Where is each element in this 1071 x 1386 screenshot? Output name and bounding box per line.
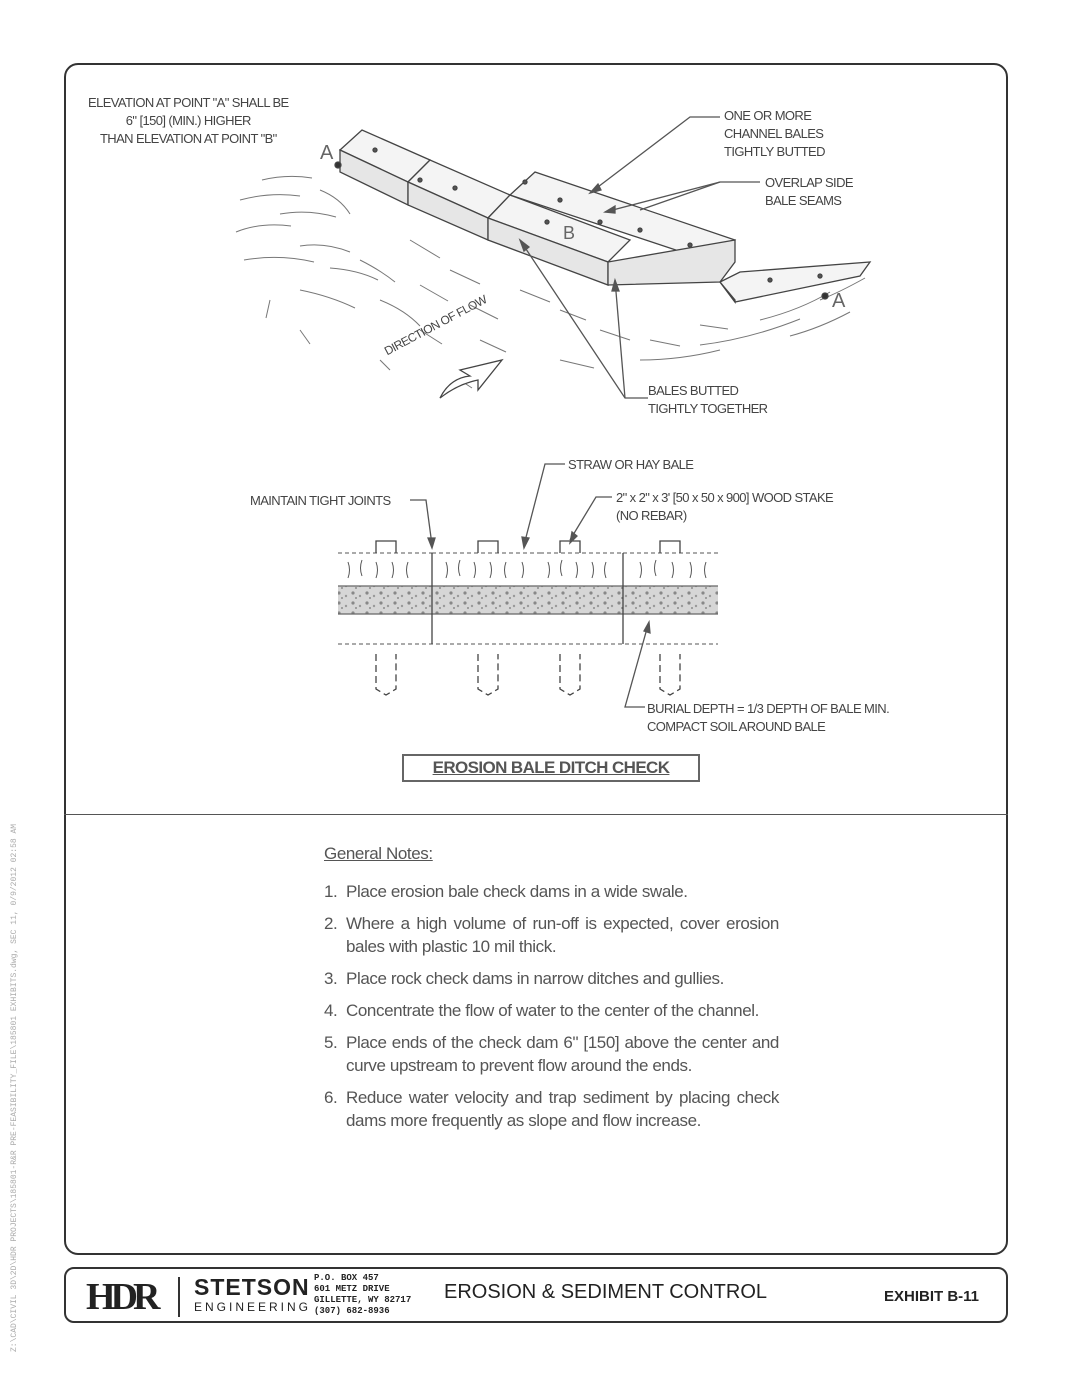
drawing-title: EROSION BALE DITCH CHECK	[432, 758, 670, 777]
callout-channel-bales	[724, 107, 825, 161]
callout-stake-line-1: 2" x 2" x 3' [50 x 50 x 900] WOOD STAKE	[616, 490, 834, 505]
note-text: Place erosion bale check dams in a wide swale.	[346, 882, 688, 901]
callout-overlap-line-2: BALE SEAMS	[765, 193, 842, 208]
company-address	[314, 1273, 411, 1317]
note-text: Where a high volume of run-off is expected, cover erosion bales with plastic 10 mil thick.	[346, 914, 779, 956]
callout-channel-bales-line-2: CHANNEL BALES	[724, 126, 824, 141]
point-a-left-label: A	[320, 142, 333, 164]
exhibit-number: EXHIBIT B-11	[884, 1288, 980, 1305]
address-line: 601 METZ DRIVE	[314, 1284, 390, 1294]
stetson-logo: STETSON	[194, 1274, 310, 1300]
logo-separator	[178, 1277, 180, 1317]
note-item	[324, 880, 779, 903]
note-item	[324, 1031, 779, 1077]
callout-channel-bales-line-1: ONE OR MORE	[724, 108, 812, 123]
note-number: 5.	[324, 1033, 338, 1052]
sheet-title: EROSION & SEDIMENT CONTROL	[444, 1281, 768, 1303]
callout-elevation-line-2: 6" [150] (MIN.) HIGHER	[125, 113, 251, 128]
callout-stake-line-2: (NO REBAR)	[616, 508, 687, 523]
engineering-wordmark: ENGINEERING	[194, 1300, 312, 1314]
title-block	[64, 1267, 1008, 1323]
general-notes	[324, 844, 779, 1141]
address-line: (307) 682-8936	[314, 1306, 390, 1316]
callout-butted-line-2: TIGHTLY TOGETHER	[648, 401, 768, 416]
hdr-logo: HDR	[86, 1276, 156, 1318]
callout-tight-joints: MAINTAIN TIGHT JOINTS	[250, 493, 391, 508]
callout-overlap-line-1: OVERLAP SIDE	[765, 175, 853, 190]
callout-burial-line-2: COMPACT SOIL AROUND BALE	[647, 719, 826, 734]
point-a-right-label: A	[832, 290, 845, 312]
drawing-title-box	[402, 754, 700, 782]
note-text: Reduce water velocity and trap sediment by placing check dams more frequently as slope and flow increase.	[346, 1088, 779, 1130]
note-text: Concentrate the flow of water to the center of the channel.	[346, 1001, 759, 1020]
note-item	[324, 999, 779, 1022]
direction-of-flow-label: DIRECTION OF FLOW	[381, 292, 489, 359]
callout-elevation-line-3: THAN ELEVATION AT POINT "B"	[99, 131, 277, 146]
note-number: 1.	[324, 882, 338, 901]
note-text: Place ends of the check dam 6" [150] above the center and curve upstream to prevent flow around the ends.	[346, 1033, 779, 1075]
callout-burial-line-1: BURIAL DEPTH = 1/3 DEPTH OF BALE MIN.	[647, 701, 890, 716]
file-path-stamp: Z:\CAD\CIVIL 3D\2D\HDR PROJECTS\185801-R&R PRE-FEASIBILITY_FILE\185801 EXHIBITS.dwg, SEC 11, 0/9/2012 02:58 AM	[10, 823, 19, 1352]
notes-heading: General Notes:	[324, 844, 433, 863]
callout-overlap-seams	[765, 174, 853, 210]
callout-elevation-line-1: ELEVATION AT POINT "A" SHALL BE	[88, 95, 289, 110]
callout-burial-depth	[647, 700, 889, 736]
address-line: P.O. BOX 457	[314, 1273, 379, 1283]
note-item	[324, 912, 779, 958]
section-view	[338, 541, 718, 695]
note-item	[324, 1086, 779, 1132]
callout-butted-line-1: BALES BUTTED	[648, 383, 739, 398]
point-b-label: B	[563, 223, 575, 243]
callout-straw-bale: STRAW OR HAY BALE	[568, 457, 694, 472]
note-number: 3.	[324, 969, 338, 988]
note-number: 2.	[324, 914, 338, 933]
callout-channel-bales-line-3: TIGHTLY BUTTED	[724, 144, 825, 159]
flow-arrow	[440, 360, 502, 398]
address-line: GILLETTE, WY 82717	[314, 1295, 412, 1305]
note-item	[324, 967, 779, 990]
note-number: 4.	[324, 1001, 338, 1020]
callout-bales-butted	[648, 382, 767, 418]
callout-elevation	[88, 94, 289, 148]
note-text: Place rock check dams in narrow ditches and gullies.	[346, 969, 724, 988]
callout-wood-stake	[616, 489, 833, 525]
note-number: 6.	[324, 1088, 338, 1107]
